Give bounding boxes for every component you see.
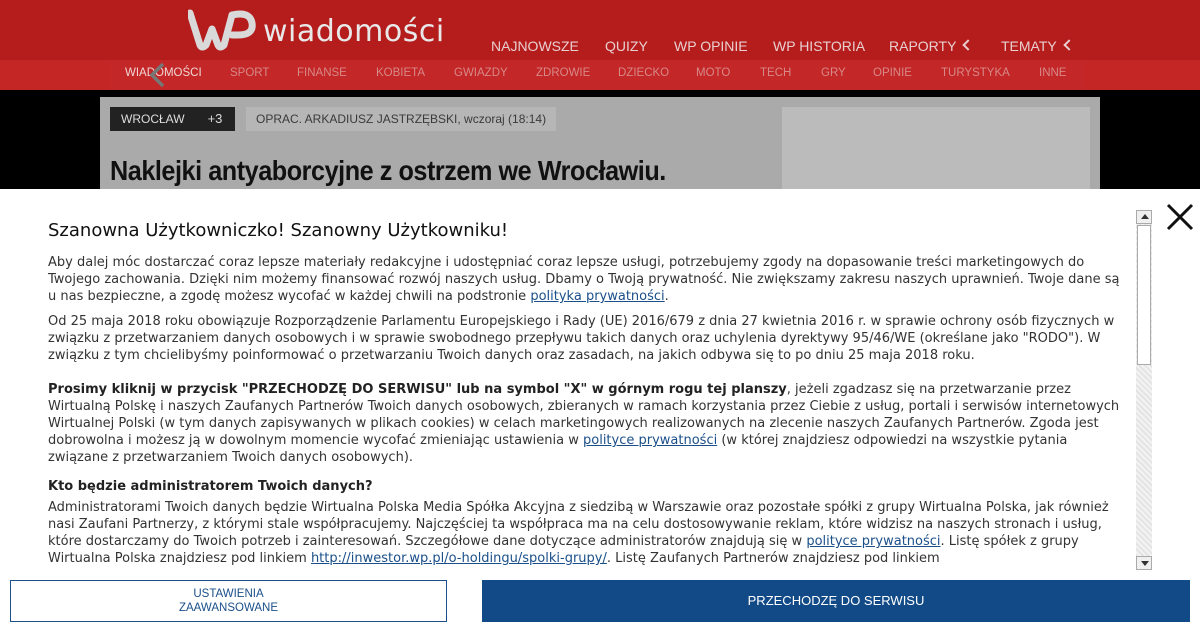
scroll-down-arrow-icon[interactable] bbox=[1136, 556, 1152, 570]
subnav-opinie[interactable]: OPINIE bbox=[873, 67, 912, 79]
accept-and-continue-button[interactable]: PRZECHODZĘ DO SERWISU bbox=[482, 580, 1190, 622]
admin-heading bbox=[48, 478, 1128, 495]
rodo-paragraph: Od 25 maja 2018 roku obowiązuje Rozporządzenie Parlamentu Europejskiego i Rady (UE) 2016/679 z dnia 27 kwietnia 2016 r. w sprawie ochrony osób fizycznych w związku z przetwarzaniem danych osobowych i w sprawie swobodnego przepływu takich danych oraz uchylenia dyrektywy 95/46/WE (określane jako "RODO"). W związku z tym chcielibyśmy poinformować o przetwarzaniu Twoich danych oraz zasadach, na jakich odbywa się to po dniu 25 maja 2018 roku. bbox=[48, 314, 1115, 363]
subnav-gwiazdy[interactable]: GWIAZDY bbox=[454, 67, 508, 79]
subnav-kobieta[interactable]: KOBIETA bbox=[376, 67, 425, 79]
privacy-policy-link[interactable]: polityka prywatności bbox=[530, 289, 665, 304]
main-nav bbox=[0, 38, 1200, 58]
consent-request-end: (w której znajdziesz odpowiedzi na wszystkie pytania związane z przetwarzaniem Twoich danych osobowych). bbox=[48, 433, 1068, 465]
subnav-gry[interactable]: GRY bbox=[821, 67, 846, 79]
nav-tematy[interactable] bbox=[1001, 38, 1073, 54]
nav-raporty-label: RAPORTY bbox=[889, 38, 957, 54]
more-tags-badge[interactable]: +3 bbox=[195, 107, 235, 131]
top-bar bbox=[0, 0, 1200, 60]
group-companies-link[interactable]: http://inwestor.wp.pl/o-holdingu/spolki-grupy/ bbox=[310, 551, 607, 566]
modal-title: Szanowna Użytkowniczko! Szanowny Użytkowniku! bbox=[48, 220, 509, 241]
admin-text-mid: . Listę spółek z grupy Wirtualna Polska znajdziesz pod linkiem bbox=[48, 534, 1079, 566]
close-icon[interactable] bbox=[1164, 201, 1196, 233]
subnav-finanse[interactable]: FINANSE bbox=[297, 67, 347, 79]
article-headline: Naklejki antyaborcyjne z ostrzem we Wrocławiu. bbox=[110, 155, 666, 186]
subnav-zdrowie[interactable]: ZDROWIE bbox=[536, 67, 591, 79]
consent-request-bold: Prosimy kliknij w przycisk "PRZECHODZĘ DO SERWISU" lub na symbol "X" w górnym rogu tej planszy bbox=[48, 382, 787, 397]
article-header bbox=[100, 97, 1100, 197]
sub-nav-bar bbox=[110, 60, 1085, 90]
nav-wp-opinie[interactable]: WP OPINIE bbox=[674, 38, 748, 54]
chevron-left-icon[interactable] bbox=[147, 62, 169, 88]
subnav-dziecko[interactable]: DZIECKO bbox=[618, 67, 670, 79]
subnav-tech[interactable]: TECH bbox=[760, 67, 792, 79]
consent-request-paragraph bbox=[48, 381, 1128, 466]
site-header bbox=[0, 0, 1200, 90]
logo-text: wiadomości bbox=[263, 14, 445, 49]
modal-content bbox=[0, 189, 1134, 570]
subnav-wiadomosci[interactable]: WIADOMOŚCI bbox=[125, 67, 202, 79]
advanced-settings-button[interactable] bbox=[10, 580, 447, 622]
nav-quizy[interactable]: QUIZY bbox=[605, 38, 648, 54]
advanced-settings-label: USTAWIENIA ZAAWANSOWANE bbox=[178, 588, 279, 614]
privacy-policy-link[interactable]: polityce prywatności bbox=[806, 534, 941, 549]
ad-placeholder bbox=[782, 107, 1090, 197]
consent-text-end: . bbox=[664, 289, 669, 304]
admin-text: Administratorami Twoich danych będzie Wirtualna Polska Media Spółka Akcyjna z siedzibą w Warszawie oraz pozostałe spółki z grupy Wirtualna Polska, jak również nasi Zaufani Partnerzy, z którymi stale współpracujemy. Najczęściej ta współpraca ma na celu dostosowywanie reklam, które widzisz na naszych stronach i usług, które dostarczamy do Twoich potrzeb i zainteresowań. Szczegółowe dane dotyczące administratorów znajdują się w bbox=[48, 500, 1109, 549]
author-line: OPRAC. ARKADIUSZ JASTRZĘBSKI, wczoraj (18:14) bbox=[246, 107, 556, 131]
nav-najnowsze[interactable]: NAJNOWSZE bbox=[491, 38, 579, 54]
admin-paragraph bbox=[48, 499, 1128, 567]
nav-tematy-label: TEMATY bbox=[1001, 38, 1057, 54]
category-badge[interactable]: WROCŁAW bbox=[110, 107, 196, 131]
subnav-sport[interactable]: SPORT bbox=[230, 67, 270, 79]
nav-raporty[interactable] bbox=[889, 38, 972, 54]
modal-scrollbar[interactable] bbox=[1136, 210, 1152, 570]
scroll-up-arrow-icon[interactable] bbox=[1136, 210, 1152, 224]
chevron-left-icon bbox=[963, 39, 974, 50]
privacy-policy-link[interactable]: polityce prywatności bbox=[583, 433, 718, 448]
subnav-inne[interactable]: INNE bbox=[1039, 67, 1067, 79]
consent-paragraph bbox=[48, 254, 1128, 305]
privacy-consent-modal bbox=[0, 189, 1200, 630]
consent-request-text: , jeżeli zgadzasz się na przetwarzanie przez Wirtualną Polskę i naszych Zaufanych Partnerów Twoich danych osobowych, zbieranych w ramach korzystania przez Ciebie z usług, portali i serwisów internetowych Wirtualnej Polski (w tym danych zapisywanych w plikach cookies) w celach marketingowych realizowanych na zlecenie naszych Zaufanych Partnerów. Zgoda jest dobrowolna i możesz ją w dowolnym momencie wycofać zmieniając ustawienia w bbox=[48, 382, 1120, 448]
admin-text-end: . Listę Zaufanych Partnerów znajdziesz pod linkiem bbox=[606, 551, 940, 566]
consent-text: Aby dalej móc dostarczać coraz lepsze materiały redakcyjne i udostępniać coraz lepsze usługi, potrzebujemy zgody na dopasowanie treści marketingowych do Twojego zachowania. Dzięki nim możemy finansować rozwój naszych usług. Dbamy o Twoją prywatność. Nie zwiększamy zakresu naszych uprawnień. Twoje dane są u nas bezpieczne, a zgodę możesz wycofać w każdej chwili na podstronie bbox=[48, 255, 1120, 304]
sub-nav bbox=[0, 60, 1200, 90]
chevron-left-icon bbox=[1063, 39, 1074, 50]
subnav-turystyka[interactable]: TURYSTYKA bbox=[941, 67, 1010, 79]
admin-heading-text: Kto będzie administratorem Twoich danych? bbox=[48, 479, 373, 494]
scrollbar-thumb[interactable] bbox=[1137, 225, 1151, 365]
subnav-moto[interactable]: MOTO bbox=[696, 67, 731, 79]
nav-wp-historia[interactable]: WP HISTORIA bbox=[773, 38, 866, 54]
